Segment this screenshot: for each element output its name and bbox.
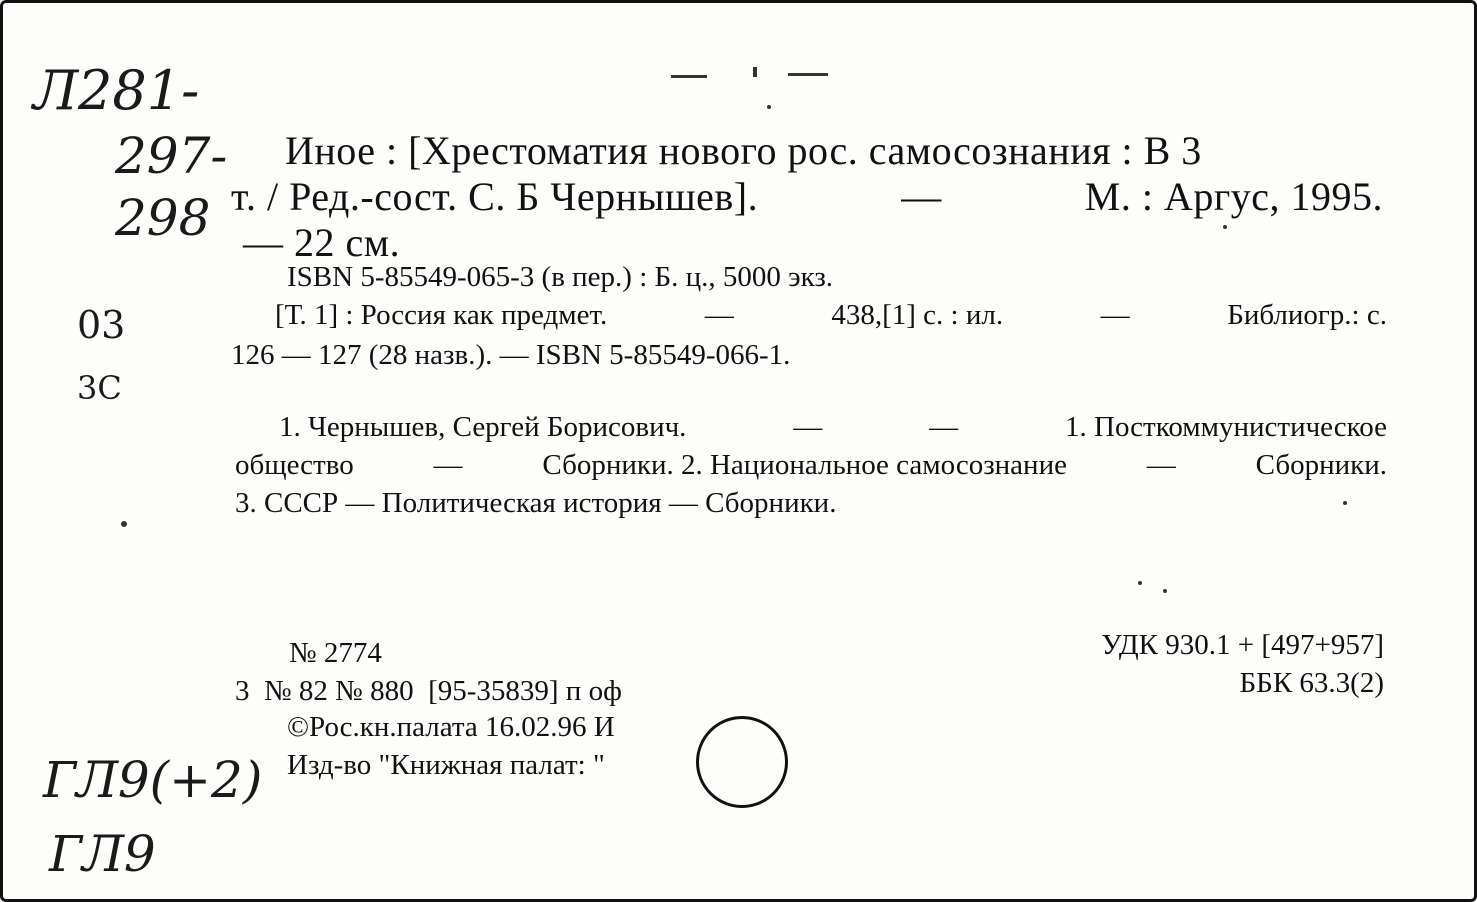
subject-dash: — [929,411,959,443]
handwritten-code-1: 03 [77,303,126,347]
volume-line-1 [275,299,1387,332]
handwritten-code-2: 3C [77,369,122,407]
noise-dot [1163,589,1167,593]
subjects-line-2 [235,449,1387,482]
subject-person: 1. Чернышев, Сергей Борисович. [279,411,687,443]
subject-dash: — [1146,449,1176,481]
noise-dot [121,521,127,527]
copyright-line: ©Рос.кн.палата 16.02.96 И [287,711,615,743]
noise-mark [753,67,757,77]
subject-heading-1: 1. Посткоммунистическое [1065,411,1387,443]
bbk-code: ББК 63.3(2) [1239,667,1384,699]
subject-dash: — [793,411,823,443]
volume-dash: — [1100,299,1130,331]
handwritten-shelf-code: Л281- [33,59,200,122]
noise-dot [1138,581,1142,585]
volume-pages: 438,[1] с. : ил. [831,299,1004,331]
order-line: 3 № 82 № 880 [95-35839] п оф [235,675,622,707]
title-line-3: — 22 см. [243,220,401,265]
subjects-line-1 [279,411,1387,444]
handwritten-code-3: ГЛ9(+2) [43,751,263,809]
noise-dot [767,105,771,109]
subject-heading-1-cont: общество [235,449,354,481]
title-imprint: М. : Аргус, 1995. [1084,174,1383,219]
publisher-line: Изд-во "Книжная палат: " [287,749,605,781]
volume-bibliography: Библиогр.: с. [1227,299,1387,331]
subject-heading-2-form: Сборники. [1255,449,1387,481]
subjects-line-3: 3. СССР — Политическая история — Сборники. [235,487,837,519]
noise-dot [1223,225,1227,229]
isbn-line: ISBN 5-85549-065-3 (в пер.) : Б. ц., 5000 экз. [287,261,834,293]
round-stamp [696,716,788,808]
handwritten-code-4: ГЛ9 [49,825,156,883]
title-line-2 [231,173,1383,220]
title-responsibility: т. / Ред.-сост. С. Б Чернышев]. [231,174,759,219]
noise-mark [671,75,707,78]
volume-dash: — [704,299,734,331]
handwritten-number-a: 297- [115,127,228,185]
volume-title: [Т. 1] : Россия как предмет. [275,299,608,331]
record-number: № 2774 [289,637,382,669]
volume-line-2: 126 — 127 (28 назв.). — ISBN 5-85549-066-1. [231,339,791,371]
title-line-1: Иное : [Хрестоматия нового рос. самосознания : В 3 [285,128,1202,173]
udk-code: УДК 930.1 + [497+957] [1101,629,1384,661]
handwritten-number-b: 298 [115,189,211,247]
noise-dot [1343,501,1347,505]
noise-mark [788,73,828,76]
subject-heading-2: Сборники. 2. Национальное самосознание [542,449,1067,481]
subject-dash: — [433,449,463,481]
title-dash: — [901,174,942,219]
